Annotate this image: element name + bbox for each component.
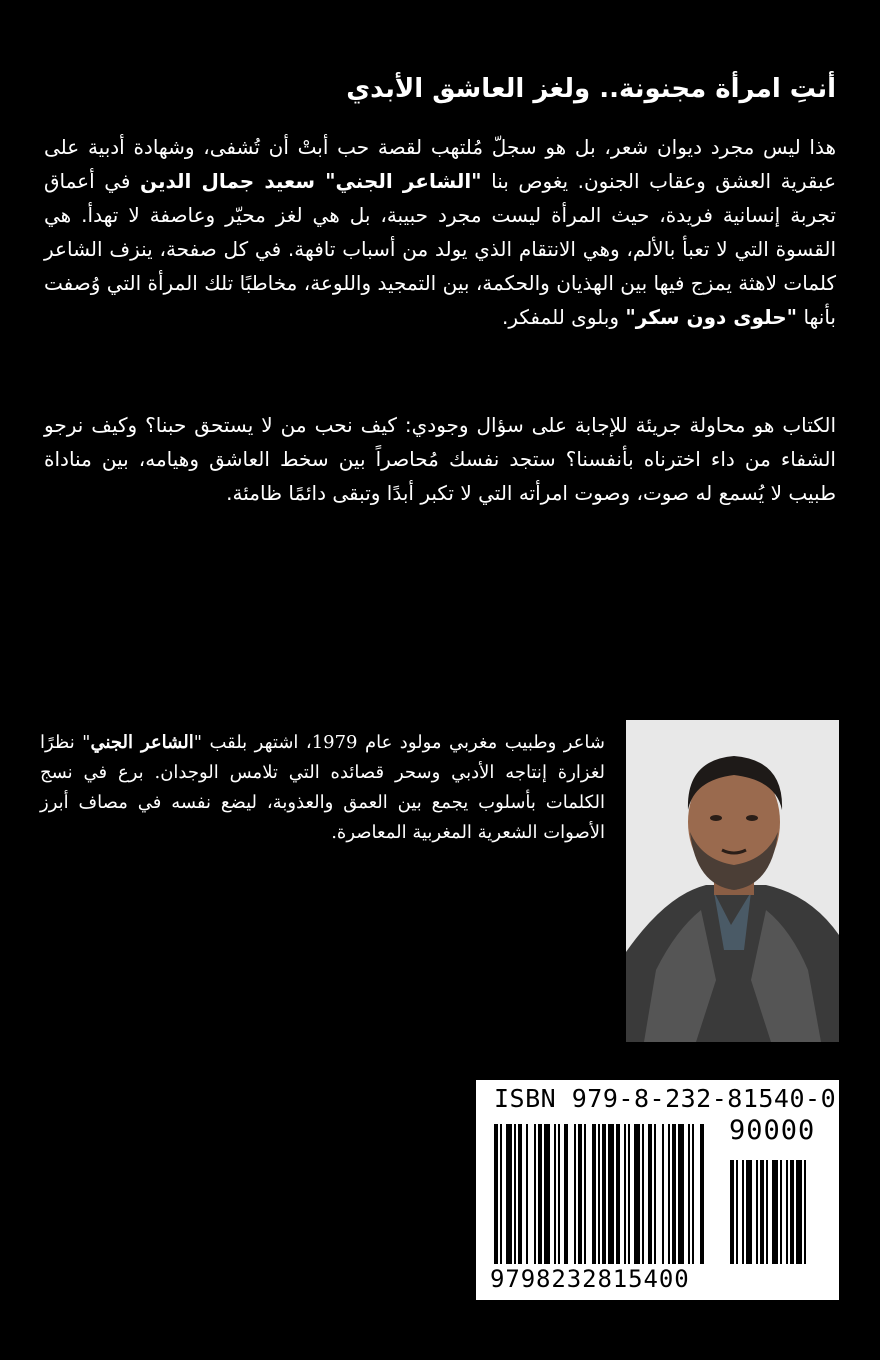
price-addon-digits: 90000 (729, 1115, 816, 1146)
description-paragraph-1 (44, 130, 836, 334)
barcode-digits: 9798232815400 (490, 1265, 690, 1293)
barcode-bars (490, 1120, 828, 1268)
desc-text-a: هذا ليس مجرد ديوان شعر، بل هو سجلّ مُلتهب لقصة حب أبتْ أن تُشفى، وشهادة أدبية على عبقرية العشق وعقاب الجنون. يغوص بنا (44, 135, 837, 193)
bio-text-c: " نظرًا لغزارة إنتاجه الأدبي وسحر قصائده التي تلامس الوجدان. برع في نسج الكلمات بأسلوب يجمع بين العمق والعذوبة، ليضع نفسه في مصاف أبرز الأصوات الشعرية المغربية المعاصرة. (40, 732, 605, 843)
poet-name: "الشاعر الجني" سعيد جمال الدين (139, 169, 482, 193)
description-paragraph-2: الكتاب هو محاولة جريئة للإجابة على سؤال وجودي: كيف نحب من لا يستحق حبنا؟ وكيف نرجو الشفاء من داء اخترناه بأنفسنا؟ ستجد نفسك مُحاصراً بين سخط العاشق وهيامه، بين مناداة طبيب لا يُسمع له صوت، وصوت امرأته التي لا تكبر أبدًا وتبقى دائمًا ظامئة. (44, 413, 836, 505)
isbn-label: ISBN 979-8-232-81540-0 (494, 1084, 837, 1113)
author-photo (626, 720, 839, 1042)
back-cover-title: أنتِ امرأة مجنونة.. ولغز العاشق الأبدي (346, 74, 836, 104)
quote-sweets: "حلوى دون سكر" (625, 305, 798, 329)
author-bio (40, 728, 605, 848)
bio-nickname: الشاعر الجني (90, 732, 194, 753)
bio-text-a: شاعر وطبيب مغربي مولود عام 1979، اشتهر بلقب " (193, 732, 605, 753)
desc-text-e: وبلوى للمفكر. (501, 305, 626, 329)
desc-text-c: في أعماق تجربة إنسانية فريدة، حيث المرأة ليست مجرد حبيبة، بل هي لغز محيّر وعاصفة لا تهدأ. هي القسوة التي لا تعبأ بالألم، وهي الانتقام الذي يولد من أسباب تافهة. في كل صفحة، ينزف الشاعر كلمات لاهثة يمزج فيها بين الهذيان والحكمة، بين التمجيد واللوعة، مخاطبًا تلك المرأة التي وُصفت بأنها (44, 169, 836, 329)
